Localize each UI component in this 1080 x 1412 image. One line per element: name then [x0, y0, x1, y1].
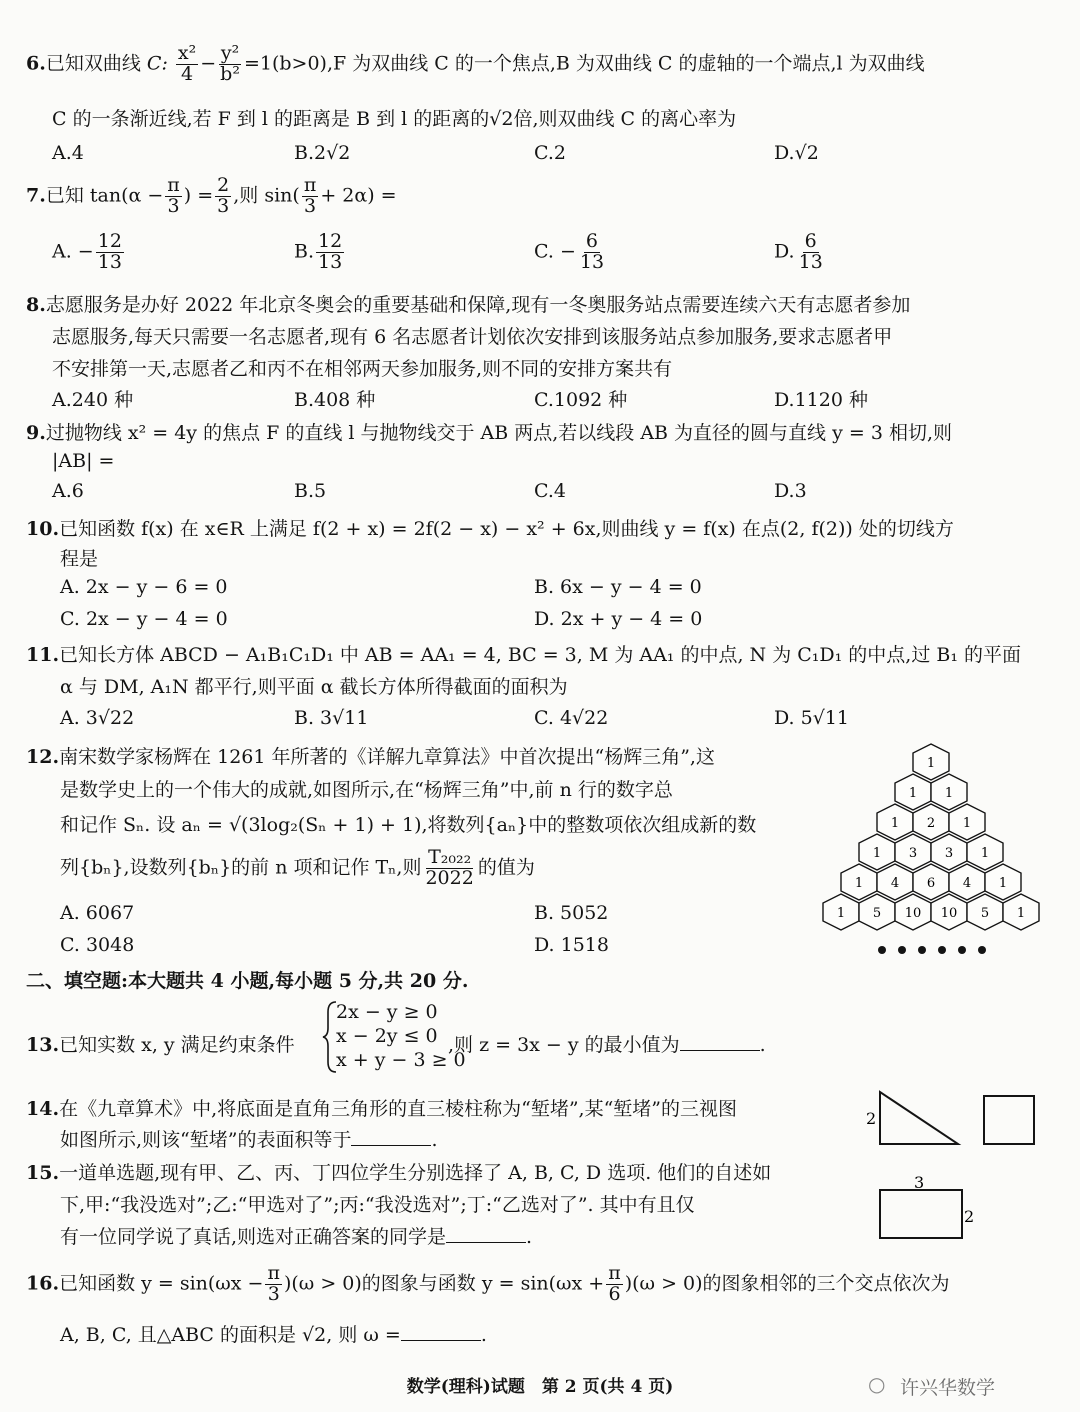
q9-option-d: D.3 [774, 480, 807, 502]
q9-option-c: C.4 [534, 480, 566, 502]
continuation-dot [958, 946, 966, 954]
q12-option-b: B. 5052 [534, 902, 609, 924]
hex-value: 5 [980, 906, 990, 921]
q12-line1: 12.南宋数学家杨辉在 1261 年所著的《详解九章算法》中首次提出“杨辉三角”,这 [26, 746, 715, 768]
q7-line: 7.已知 tan(α − $\frac{\pi}{3}$ ) = $\frac{2}{3}$ ,则 sin( $\frac{\pi}{3}$ + 2α) = [26, 174, 397, 217]
q15-line2: 下,甲:“我没选对”;乙:“甲选对了”;丙:“我没选对”;丁:“乙选对了”. 其中有且仅 [60, 1194, 695, 1216]
q6-option-c: C.2 [534, 142, 566, 164]
q11-option-a: A. 3√22 [60, 707, 135, 729]
q12-option-d: D. 1518 [534, 934, 609, 956]
q12-line3: 和记作 Sₙ. 设 aₙ = √(3log₂(Sₙ + 1) + 1),将数列{aₙ}中的整数项依次组成新的数 [60, 814, 757, 836]
q13-tail: ,则 z = 3x − y 的最小值为 . [448, 1034, 766, 1056]
hex-value: 3 [908, 846, 918, 861]
wechat-icon: ○ [868, 1372, 886, 1396]
hex-value: 1 [836, 906, 846, 921]
q13-line: 13.已知实数 x, y 满足约束条件 [26, 1034, 295, 1056]
hex-value: 1 [962, 816, 972, 831]
hex-value: 1 [908, 786, 918, 801]
q9-option-b: B.5 [294, 480, 327, 502]
hex-value: 4 [962, 876, 972, 891]
q8-line3: 不安排第一天,志愿者乙和丙不在相邻两天参加服务,则不同的安排方案共有 [52, 358, 673, 380]
q6-line1: 6.已知双曲线 C: $\frac{\text{x²}}{4}$ − $\frac{\text{y²}}{\text{b²}}$ =1(b>0),F 为双曲线 C 的一个焦点,B 为双曲线 C 的虚轴的一个端点,l 为双曲线 [26, 42, 925, 85]
page-footer: 数学(理科)试题 第 2 页(共 4 页) [406, 1377, 674, 1397]
q6-number: 6. [26, 52, 46, 75]
continuation-dot [938, 946, 946, 954]
hex-value: 5 [872, 906, 882, 921]
q16-line2: A, B, C, 且△ABC 的面积是 √2, 则 ω = . [60, 1324, 487, 1346]
hex-value: 1 [980, 846, 990, 861]
q16-line1: 16.已知函数 y = sin(ωx − $\frac{\pi}{3}$ )(ω > 0)的图象与函数 y = sin(ωx + $\frac{\pi}{6}$ )(ω > 0)的图象相邻的三个交点依次为 [26, 1262, 950, 1305]
q6-option-d: D.√2 [774, 142, 819, 164]
q11-option-c: C. 4√22 [534, 707, 609, 729]
q7-option-d: D. $\frac{6}{13}$ [774, 230, 823, 273]
hex-value: 1 [1016, 906, 1026, 921]
q14-line2: 如图所示,则该“堑堵”的表面积等于 . [60, 1129, 438, 1151]
yanghui-triangle-figure [812, 740, 1050, 958]
hex-value: 6 [926, 876, 936, 891]
q10-option-b: B. 6x − y − 4 = 0 [534, 576, 702, 598]
q13-answer-blank [680, 1050, 760, 1051]
q9-option-a: A.6 [52, 480, 84, 502]
q8-option-c: C.1092 种 [534, 389, 628, 411]
section-2-heading: 二、填空题:本大题共 4 小题,每小题 5 分,共 20 分. [26, 970, 469, 992]
continuation-dot [878, 946, 886, 954]
q12-option-c: C. 3048 [60, 934, 135, 956]
q13-constraint-2: x − 2y ≤ 0 [336, 1025, 438, 1047]
q12-line4: 列{bₙ},设数列{bₙ}的前 n 项和记作 Tₙ,则 $\frac{\text{T₂₀₂₂}}{2022}$ 的值为 [60, 846, 535, 889]
q11-line2: α 与 DM, A₁N 都平行,则平面 α 截长方体所得截面的面积为 [60, 676, 568, 698]
q7-option-a: A. − $\frac{12}{13}$ [52, 230, 122, 273]
q15-line3: 有一位同学说了真话,则选对正确答案的同学是 . [60, 1226, 533, 1248]
q6-frac-x: $\frac{\text{x²}}{4}$ [177, 42, 197, 85]
q12-line2: 是数学史上的一个伟大的成就,如图所示,在“杨辉三角”中,前 n 行的数字总 [60, 779, 673, 801]
q8-option-d: D.1120 种 [774, 389, 868, 411]
q8-option-a: A.240 种 [52, 389, 134, 411]
q12-option-a: A. 6067 [60, 902, 135, 924]
q14-line1: 14.在《九章算术》中,将底面是直角三角形的直三棱柱称为“堑堵”,某“堑堵”的三视图 [26, 1098, 737, 1120]
q16-answer-blank [401, 1340, 481, 1341]
hex-value: 4 [890, 876, 900, 891]
q9-line2: |AB| = [52, 450, 115, 472]
tri-dim-label: 2 [866, 1109, 877, 1128]
q8-option-b: B.408 种 [294, 389, 376, 411]
q15-answer-blank [446, 1242, 526, 1243]
q10-option-d: D. 2x + y − 4 = 0 [534, 608, 703, 630]
q8-line2: 志愿服务,每天只需要一名志愿者,现有 6 名志愿者计划依次安排到该服务站点参加服务,要求志愿者甲 [52, 326, 893, 348]
q10-option-c: C. 2x − y − 4 = 0 [60, 608, 228, 630]
continuation-dot [918, 946, 926, 954]
q13-constraint-3: x + y − 3 ≥ 0 [336, 1049, 466, 1071]
q10-line2: 程是 [60, 548, 99, 570]
q7-option-c: C. − $\frac{6}{13}$ [534, 230, 605, 273]
hex-value: 10 [904, 906, 922, 921]
hex-value: 10 [940, 906, 958, 921]
q13-constraint-1: 2x − y ≥ 0 [336, 1001, 438, 1023]
hex-value: 3 [944, 846, 954, 861]
rect-height-label: 2 [964, 1207, 975, 1226]
q11-option-d: D. 5√11 [774, 707, 850, 729]
rect-width-label: 3 [914, 1173, 925, 1192]
q6-option-b: B.2√2 [294, 142, 351, 164]
q10-option-a: A. 2x − y − 6 = 0 [60, 576, 228, 598]
q7-option-b: B. $\frac{12}{13}$ [294, 230, 343, 273]
continuation-dot [898, 946, 906, 954]
hex-value: 1 [890, 816, 900, 831]
hex-value: 2 [926, 816, 936, 831]
hex-value: 1 [998, 876, 1008, 891]
q10-line1: 10.已知函数 f(x) 在 x∈R 上满足 f(2 + x) = 2f(2 − x) − x² + 6x,则曲线 y = f(x) 在点(2, f(2)) 处的切线方 [26, 518, 954, 540]
q9-line1: 9.过抛物线 x² = 4y 的焦点 F 的直线 l 与抛物线交于 AB 两点,若以线段 AB 为直径的圆与直线 y = 3 相切,则 [26, 422, 953, 444]
q8-line1: 8.志愿服务是办好 2022 年北京冬奥会的重要基础和保障,现有一冬奥服务站点需要连续六天有志愿者参加 [26, 294, 911, 316]
q6-frac-y: $\frac{\text{y²}}{\text{b²}}$ [220, 42, 240, 85]
continuation-dot [978, 946, 986, 954]
watermark-text: 许兴华数学 [900, 1377, 996, 1399]
hex-value: 1 [854, 876, 864, 891]
hex-value: 1 [944, 786, 954, 801]
three-view-figure [860, 1088, 1040, 1248]
sqrt2: √2 [489, 108, 514, 130]
q14-answer-blank [351, 1145, 431, 1146]
q11-option-b: B. 3√11 [294, 707, 369, 729]
q11-line1: 11.已知长方体 ABCD − A₁B₁C₁D₁ 中 AB = AA₁ = 4, BC = 3, M 为 AA₁ 的中点, N 为 C₁D₁ 的中点,过 B₁ 的平面 [26, 644, 1021, 666]
hex-value: 1 [872, 846, 882, 861]
q13-constraints [336, 1000, 466, 1072]
q6-option-a: A.4 [52, 142, 84, 164]
hex-value: 1 [926, 756, 936, 771]
q6-line2: C 的一条渐近线,若 F 到 l 的距离是 B 到 l 的距离的√2倍,则双曲线 C 的离心率为 [52, 108, 737, 130]
q15-line1: 15.一道单选题,现有甲、乙、丙、丁四位学生分别选择了 A, B, C, D 选项. 他们的自述如 [26, 1162, 772, 1184]
